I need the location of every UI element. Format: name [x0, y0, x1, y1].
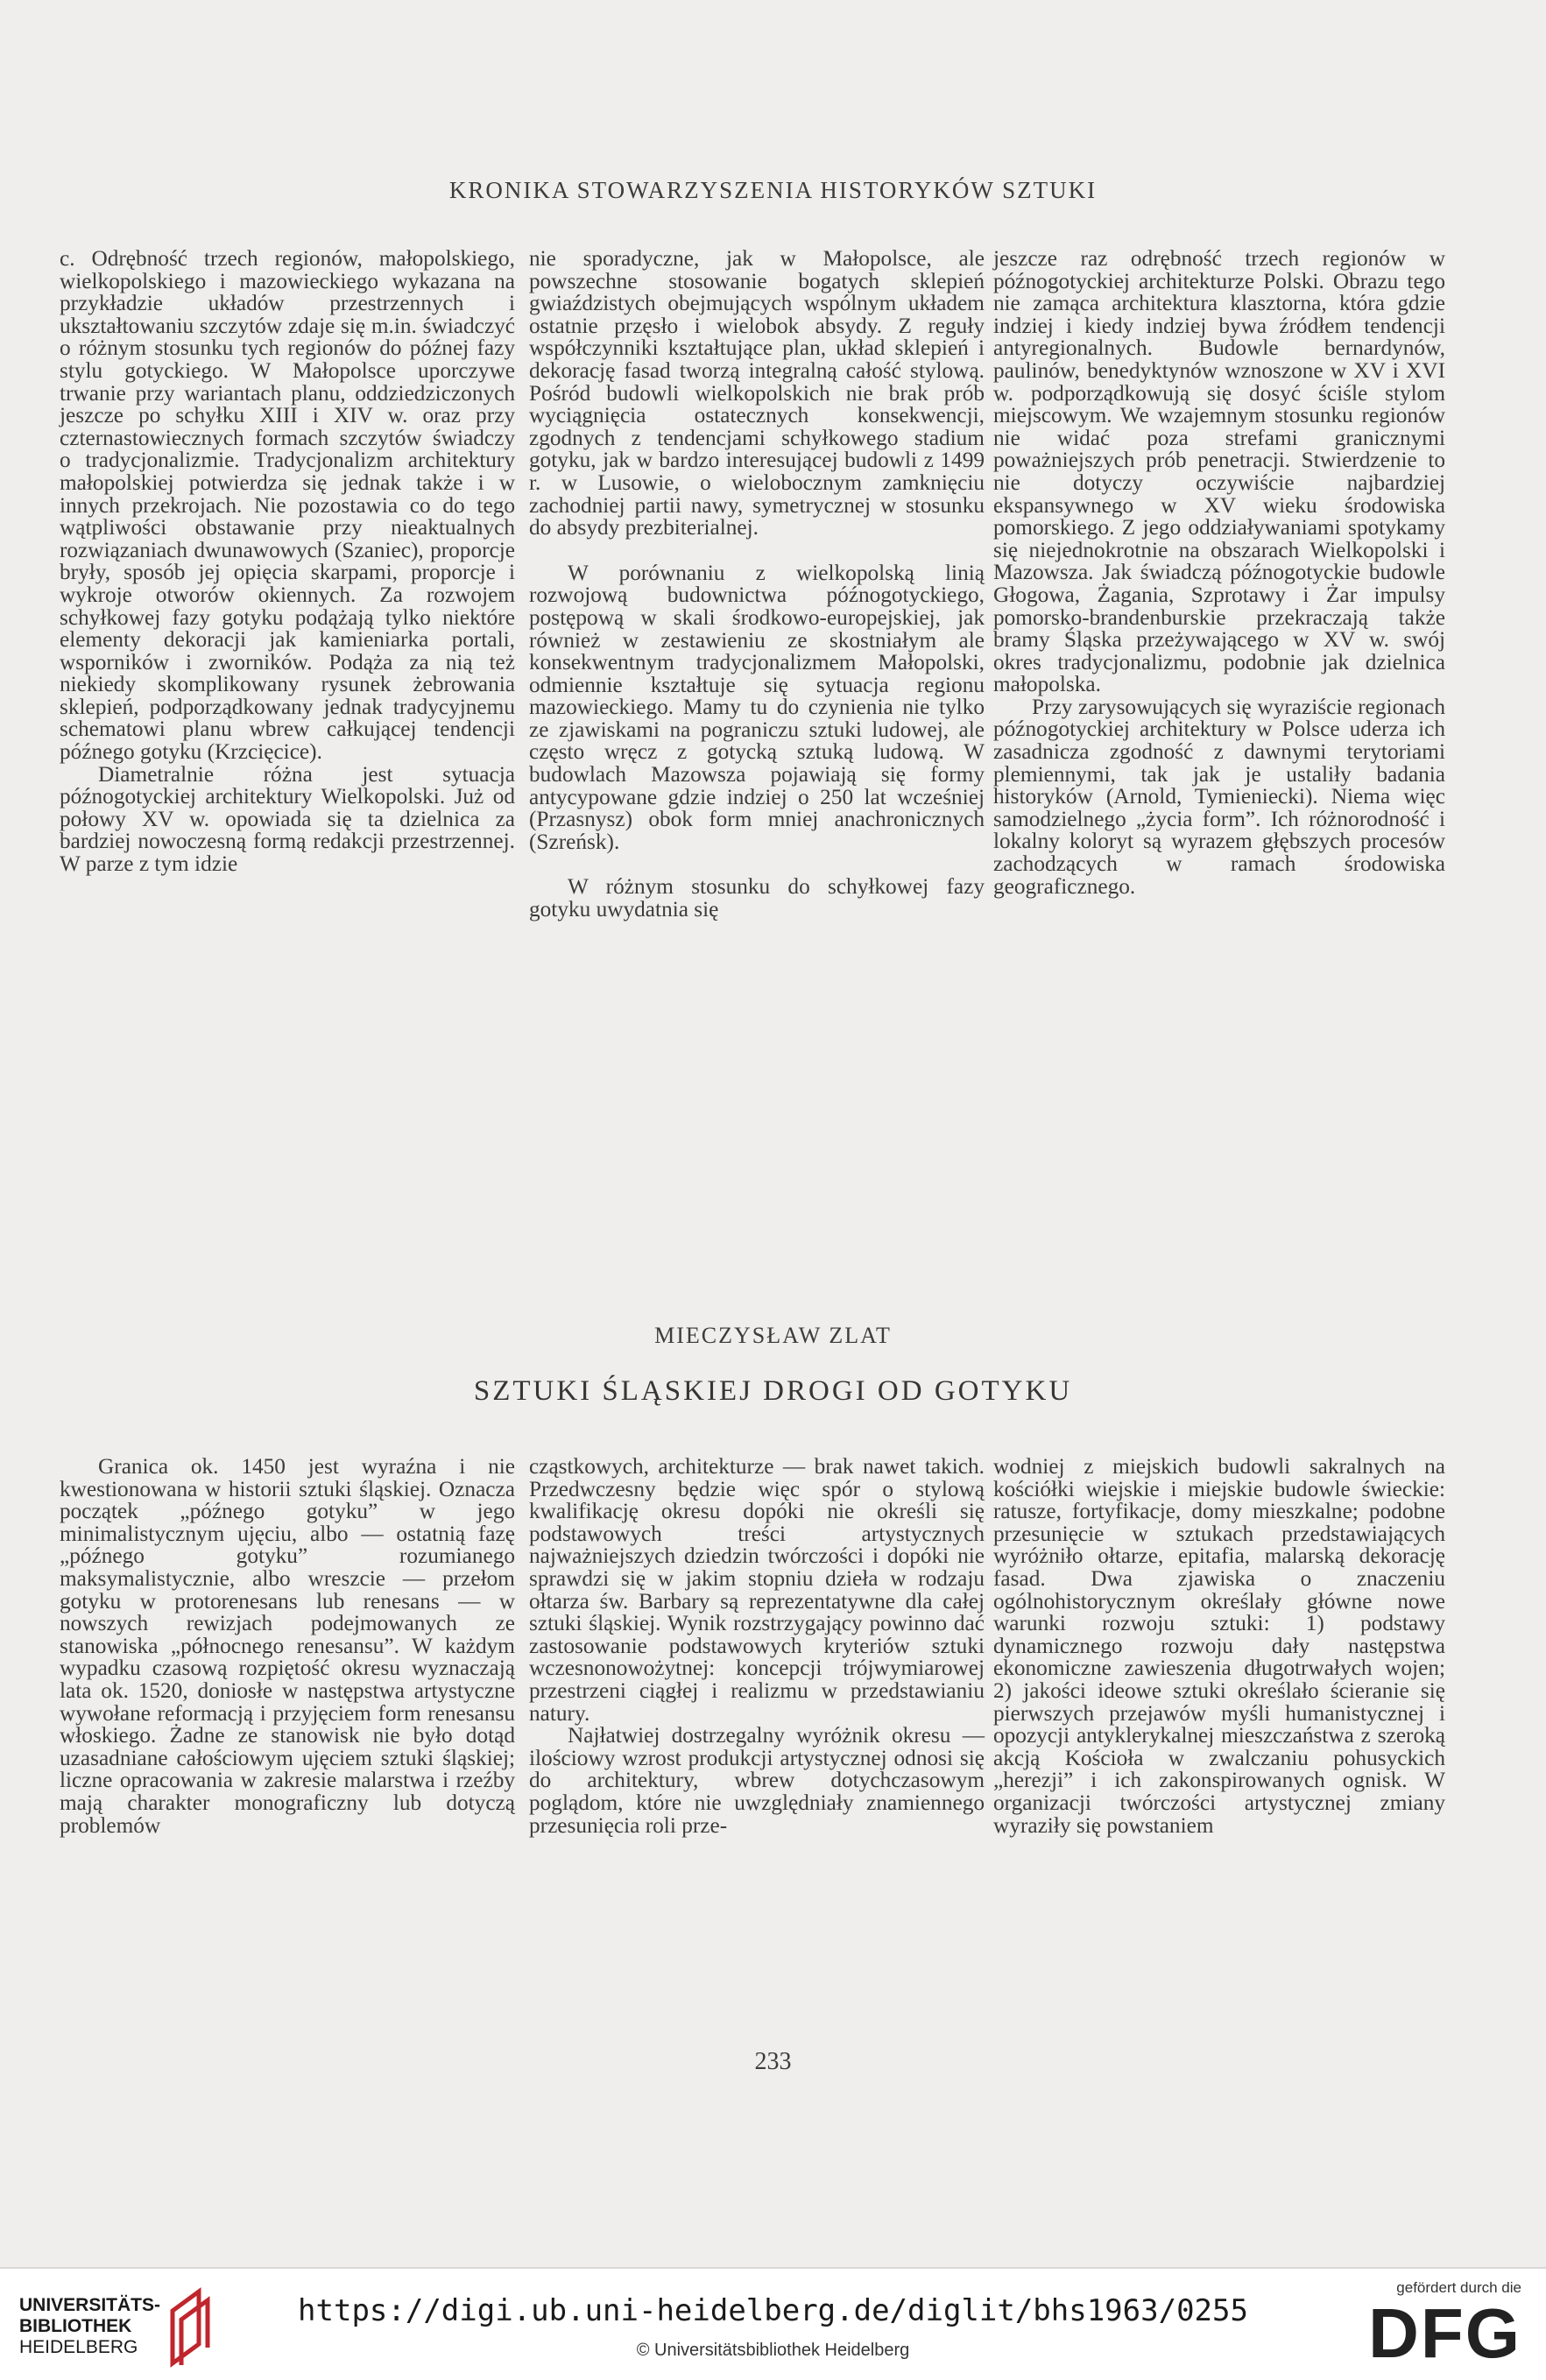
- top-column-2: [529, 248, 985, 1211]
- document-url-link[interactable]: https://digi.ub.uni-heidelberg.de/diglit/bhs1963/0255: [298, 2293, 1248, 2328]
- bottom-column-2: [529, 1456, 985, 2016]
- bottom-column-1: [60, 1456, 515, 2016]
- paragraph: Przy zarysowujących się wyraziście regionach późnogotyckiej architektury w Polsce uderza ich zasadnicza zgodność z dawnymi terytoriami plemiennymi, tak jak je ustaliły badania historyków (Arnold, Tymieniecki). Niema więc samodzielnego „życia form”. Ich różnorodność i lokalny koloryt są wyrazem głębszych procesów zachodzących w ramach środowiska geograficznego.: [993, 694, 1445, 899]
- paragraph: wodniej z miejskich budowli sakralnych na kościółki wiejskie i miejskie budowle świeckie: ratusze, fortyfikacje, domy mieszkalne; podobne przesunięcie w sztukach przedstawiających wyróżniło ołtarze, epitafia, malarską dekorację fasad. Dwa zjawiska o znaczeniu ogólnohistorycznym określały główne nowe warunki rozwoju sztuki: 1) podstawy dynamicznego rozwoju dały następstwa ekonomiczne zawieszenia długotrwałych wojen; 2) jakości ideowe sztuki określało ścieranie się pierwszych przejawów myśli humanistycznej i opozycji antyklerykalnej mieszczaństwa z szeroką akcją Kościoła w zwalczaniu pohusyckich „herezji” i ich zakonspirowanych ognisk. W organizacji twórczości artystycznej zmiany wyraziły się powstaniem: [993, 1454, 1445, 1838]
- dfg-logo-text: DFG: [1368, 2294, 1521, 2372]
- library-name-line3: HEIDELBERG: [19, 2337, 138, 2357]
- top-column-1: [60, 248, 515, 1211]
- running-title: KRONIKA STOWARZYSZENIA HISTORYKÓW SZTUKI: [448, 177, 1098, 203]
- paragraph: jeszcze raz odrębność trzech regionów w późnogotyckiej architekturze Polski. Obrazu tego nie zamąca architektura klasztorna, która gdzie indziej i kiedy indziej bywa źródłem tendencji antyregionalnych. Budowle bernardynów, paulinów, benedyktynów wznoszone w XV i XVI w. podporządkowują się dosyć ściśle stylom miejscowym. We wzajemnym stosunku regionów nie widać poza strefami granicznymi poważniejszych prób penetracji. Stwierdzenie to nie dotyczy oczywiście najbardziej ekspansywnego w XV wieku środowiska pomorskiego. Z jego oddziaływaniami spotykamy się niejednokrotnie na obszarach Wielkopolski i Mazowsza. Jak świadczą późnogotyckie budowle Głogowa, Żagania, Szprotawy i Żar impulsy pomorsko-brandenburskie przekraczają także bramy Śląska przeżywającego w XV w. swój okres tradycjonalizmu, podobnie jak dzielnica małopolska.: [993, 246, 1445, 697]
- copyright-notice: © Universitätsbibliothek Heidelberg: [636, 2341, 910, 2360]
- paragraph: W różnym stosunku do schyłkowej fazy gotyku uwydatnia się: [529, 874, 985, 922]
- library-name-line2: BIBLIOTHEK: [19, 2316, 132, 2336]
- paragraph: c. Odrębność trzech regionów, małopolskiego, wielkopolskiego i mazowieckiego wykazana na przykładzie układów przestrzennych i ukształtowaniu szczytów zdaje się m.in. świadczyć o różnym stosunku tych regionów do późnej fazy stylu gotyckiego. W Małopolsce uporczywe trwanie przy wariantach planu, oddziedziczonych jeszcze po schyłku XIII i XIV w. oraz przy czternastowiecznych formach szczytów świadczy o tradycjonalizmie. Tradycjonalizm architektury małopolskiej potwierdza się jednak także i w innych przekrojach. Nie pozostawia co do tego wątpliwości obstawanie przy nieaktualnych rozwiązaniach dwunawowych (Szaniec), proporcje bryły, sposób jej opięcia skarpami, proporcje i wykroje otworów okiennych. Za rozwojem schyłkowej fazy gotyku podążają tylko niektóre elementy dekoracji jak kamieniarka portali, wsporników i zworników. Podąża za nią też niekiedy skomplikowany rysunek żebrowania sklepień, podporządkowany jednak tradycyjnemu schematowi planu wbrew całkującej tendencji późnego gotyku (Krzcięcice).: [60, 246, 515, 765]
- paragraph: nie sporadyczne, jak w Małopolsce, ale powszechne stosowanie bogatych sklepień gwiaździstych obejmujących wspólnym układem ostatnie przęsło i wielobok absydy. Z reguły współczynniki kształtujące plan, układ sklepień i dekorację fasad tworzą integralną całość stylową. Pośród budowli wielkopolskich nie brak prób wyciągnięcia ostatecznych konsekwencji, zgodnych z tendencjami schyłkowego stadium gotyku, jak w bardzo interesującej budowli z 1499 r. w Lusowie, o wielobocznym zamknięciu zachodniej partii nawy, symetrycznej w stosunku do absydy prezbiterialnej.: [529, 246, 985, 540]
- paragraph: W porównaniu z wielkopolską linią rozwojową budownictwa późnogotyckiego, postępową w skali środkowo-europejskiej, jak również w zestawieniu ze skostniałym ale konsekwentnym tradycjonalizmem Małopolski, odmiennie kształtuje się sytuacja regionu mazowieckiego. Mamy tu do czynienia nie tylko ze zjawiskami na pograniczu sztuki ludowej, ale często wręcz z gotycką sztuką ludową. W budowlach Mazowsza pojawiają się formy antycypowane gdzie indziej o 250 lat wcześniej (Przasnysz) obok form mniej anachronicznych (Szreńsk).: [529, 560, 985, 854]
- paragraph: cząstkowych, architekturze — brak nawet takich. Przedwczesny będzie więc spór o stylową kwalifikację okresu dopóki nie określi się podstawowych treści artystycznych najważniejszych dziedzin twórczości i dopóki nie sprawdzi się w jakim stopniu dzieła w rodzaju ołtarza św. Barbary są reprezentatywne dla całej sztuki śląskiej. Wynik rozstrzygający powinno dać zastosowanie podstawowych kryteriów sztuki wczesnonowożytnej: koncepcji trójwymiarowej przestrzeni ciągłej i realizmu w przedstawianiu natury.: [529, 1454, 985, 1726]
- funding-note: gefördert durch die: [1396, 2279, 1521, 2296]
- page-number: 233: [754, 2048, 792, 2075]
- dfg-logo[interactable]: [1329, 2279, 1521, 2371]
- top-column-3: [993, 248, 1445, 1211]
- library-name-line1: UNIVERSITÄTS-: [19, 2295, 161, 2315]
- viewer-footer: [0, 2267, 1546, 2380]
- bottom-column-3: [993, 1456, 1445, 2016]
- paragraph: Najłatwiej dostrzegalny wyróżnik okresu — ilościowy wzrost produkcji artystycznej odnosi się do architektury, wbrew dotychczasowym poglądom, które nie uwzględniały znamiennego przesunięcia roli prze-: [529, 1723, 985, 1838]
- paragraph: Diametralnie różna jest sytuacja późnogotyckiej architektury Wielkopolski. Już od połowy XV w. opowiada się ta dzielnica za bardziej nowoczesną formą redakcji przestrzennej. W parze z tym idzie: [60, 761, 515, 877]
- paragraph: Granica ok. 1450 jest wyraźna i nie kwestionowana w historii sztuki śląskiej. Oznacza początek „późnego gotyku” w jego minimalistycznym ujęciu, albo — ostatnią fazę „późnego gotyku” rozumianego maksymalistycznie, albo wreszcie — przełom gotyku w protorenesans lub renesans — w nowszych rewizjach podejmowanych ze stanowiska „północnego renesansu”. W każdym wypadku czasową rozpiętość okresu wyznaczają lata ok. 1520, doniosłe w następstwa artystyczne wywołane reformacją i przyjęciem form renesansu włoskiego. Żadne ze stanowisk nie było dotąd uzasadniane całościowym ujęciem sztuki śląskiej; liczne opracowania w zakresie malarstwa i rzeźby mają charakter monograficzny lub dotyczą problemów: [60, 1454, 515, 1838]
- article-title: SZTUKI ŚLĄSKIEJ DROGI OD GOTYKU: [473, 1375, 1073, 1407]
- article-author: MIECZYSŁAW ZLAT: [654, 1323, 892, 1348]
